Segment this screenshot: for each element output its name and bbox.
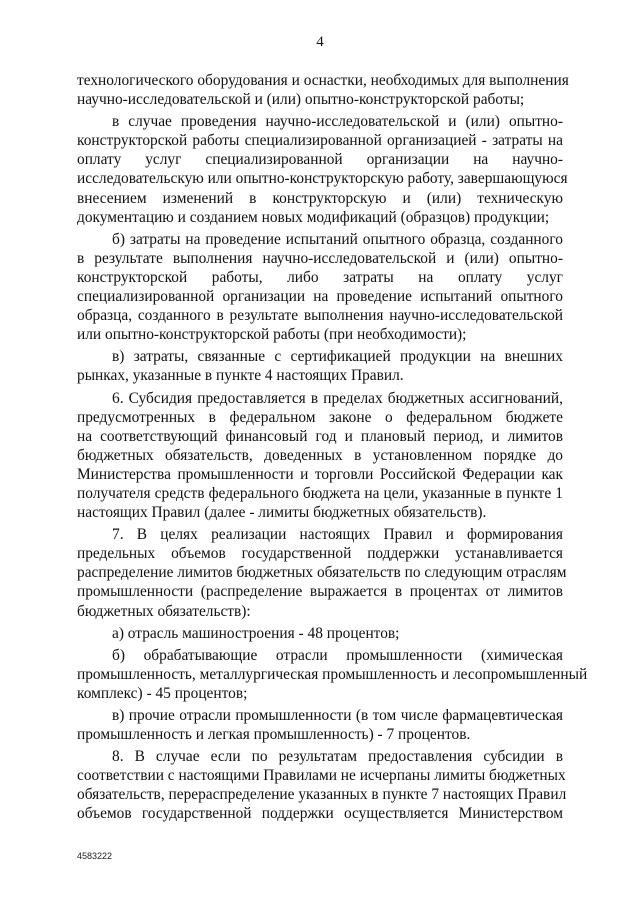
text-line: конструкторской работы специализированной организацией - затраты на	[77, 132, 563, 150]
text-line: бюджетных обязательств):	[77, 602, 251, 620]
text-line: оплату услуг специализированной организации на научно-	[77, 151, 563, 169]
text-line: в) затраты, связанные с сертификацией продукции на внешних	[112, 348, 563, 366]
text-line: а) отрасль машиностроения - 48 процентов;	[112, 624, 400, 642]
paragraph	[77, 525, 567, 620]
text-line: бюджетных обязательств, доведенных в установленном порядке до	[77, 446, 563, 464]
text-line: на соответствующий финансовый год и плановый период, и лимитов	[77, 427, 563, 445]
text-line: предельных объемов государственной поддержки устанавливается	[77, 545, 563, 563]
text-line: 8. В случае если по результатам предоставления субсидии в	[112, 748, 563, 766]
text-line: в) прочие отрасли промышленности (в том числе фармацевтическая	[112, 707, 563, 724]
text-line: комплекс) - 45 процентов;	[77, 684, 248, 702]
paragraph	[77, 646, 588, 703]
text-line: внесением изменений в конструкторскую и (или) техническую	[77, 189, 563, 207]
paragraph	[77, 71, 569, 109]
text-line: промышленности (распределение выражается в процентах от лимитов	[77, 583, 563, 601]
text-line: настоящих Правил (далее - лимиты бюджетных обязательств).	[77, 504, 487, 522]
paragraph	[77, 112, 568, 227]
paragraph	[77, 230, 563, 345]
text-line: б) обрабатывающие отрасли промышленности (химическая	[112, 646, 563, 664]
text-line: исследовательскую или опытно-конструкторскую работу, завершающуюся	[77, 170, 568, 188]
text-line: образца, созданного в результате выполнения научно-исследовательской	[77, 307, 563, 325]
text-line: предусмотренных в федеральном законе о федеральном бюджете	[77, 408, 563, 426]
paragraph	[77, 747, 567, 823]
text-line: технологического оборудования и оснастки, необходимых для выполнения	[77, 72, 569, 89]
text-line: промышленность, металлургическая промышленность и лесопромышленный	[77, 665, 588, 683]
paragraph	[77, 389, 563, 523]
text-line: 7. В целях реализации настоящих Правил и формирования	[112, 526, 563, 544]
text-line: объемов государственной поддержки осуществляется Министерством	[77, 805, 563, 823]
text-line: специализированной организации на проведение испытаний опытного	[77, 288, 563, 306]
text-line: промышленность и легкая промышленность) - 7 процентов.	[77, 726, 471, 744]
page-number: 4	[316, 34, 324, 50]
text-line: 6. Субсидия предоставляется в пределах бюджетных ассигнований,	[112, 389, 563, 407]
text-line: в результате выполнения научно-исследовательской и (или) опытно-	[77, 249, 563, 267]
text-line: научно-исследовательской и (или) опытно-конструкторской работы;	[77, 91, 525, 109]
text-line: рынках, указанные в пункте 4 настоящих Правил.	[77, 367, 404, 385]
paragraph	[77, 624, 563, 643]
document-body	[77, 71, 588, 827]
document-id: 4583222	[77, 851, 113, 861]
text-line: конструкторской работы, либо затраты на оплату услуг	[77, 268, 563, 286]
text-line: получателя средств федерального бюджета на цели, указанные в пункте 1	[77, 484, 563, 502]
text-line: в случае проведения научно-исследовательской и (или) опытно-	[112, 113, 563, 131]
text-line: распределение лимитов бюджетных обязательств по следующим отраслям	[77, 564, 567, 582]
text-line: документацию и созданием новых модификаций (образцов) продукции;	[77, 208, 550, 226]
text-line: Министерства промышленности и торговли Российской Федерации как	[77, 465, 563, 483]
paragraph	[77, 706, 563, 744]
text-line: обязательств, перераспределение указанных в пункте 7 настоящих Правил	[77, 786, 567, 804]
text-line: б) затраты на проведение испытаний опытного образца, созданного	[112, 230, 563, 248]
text-line: соответствии с настоящими Правилами не исчерпаны лимиты бюджетных	[77, 767, 566, 785]
text-line: или опытно-конструкторской работы (при необходимости);	[77, 326, 467, 344]
paragraph	[77, 347, 563, 385]
